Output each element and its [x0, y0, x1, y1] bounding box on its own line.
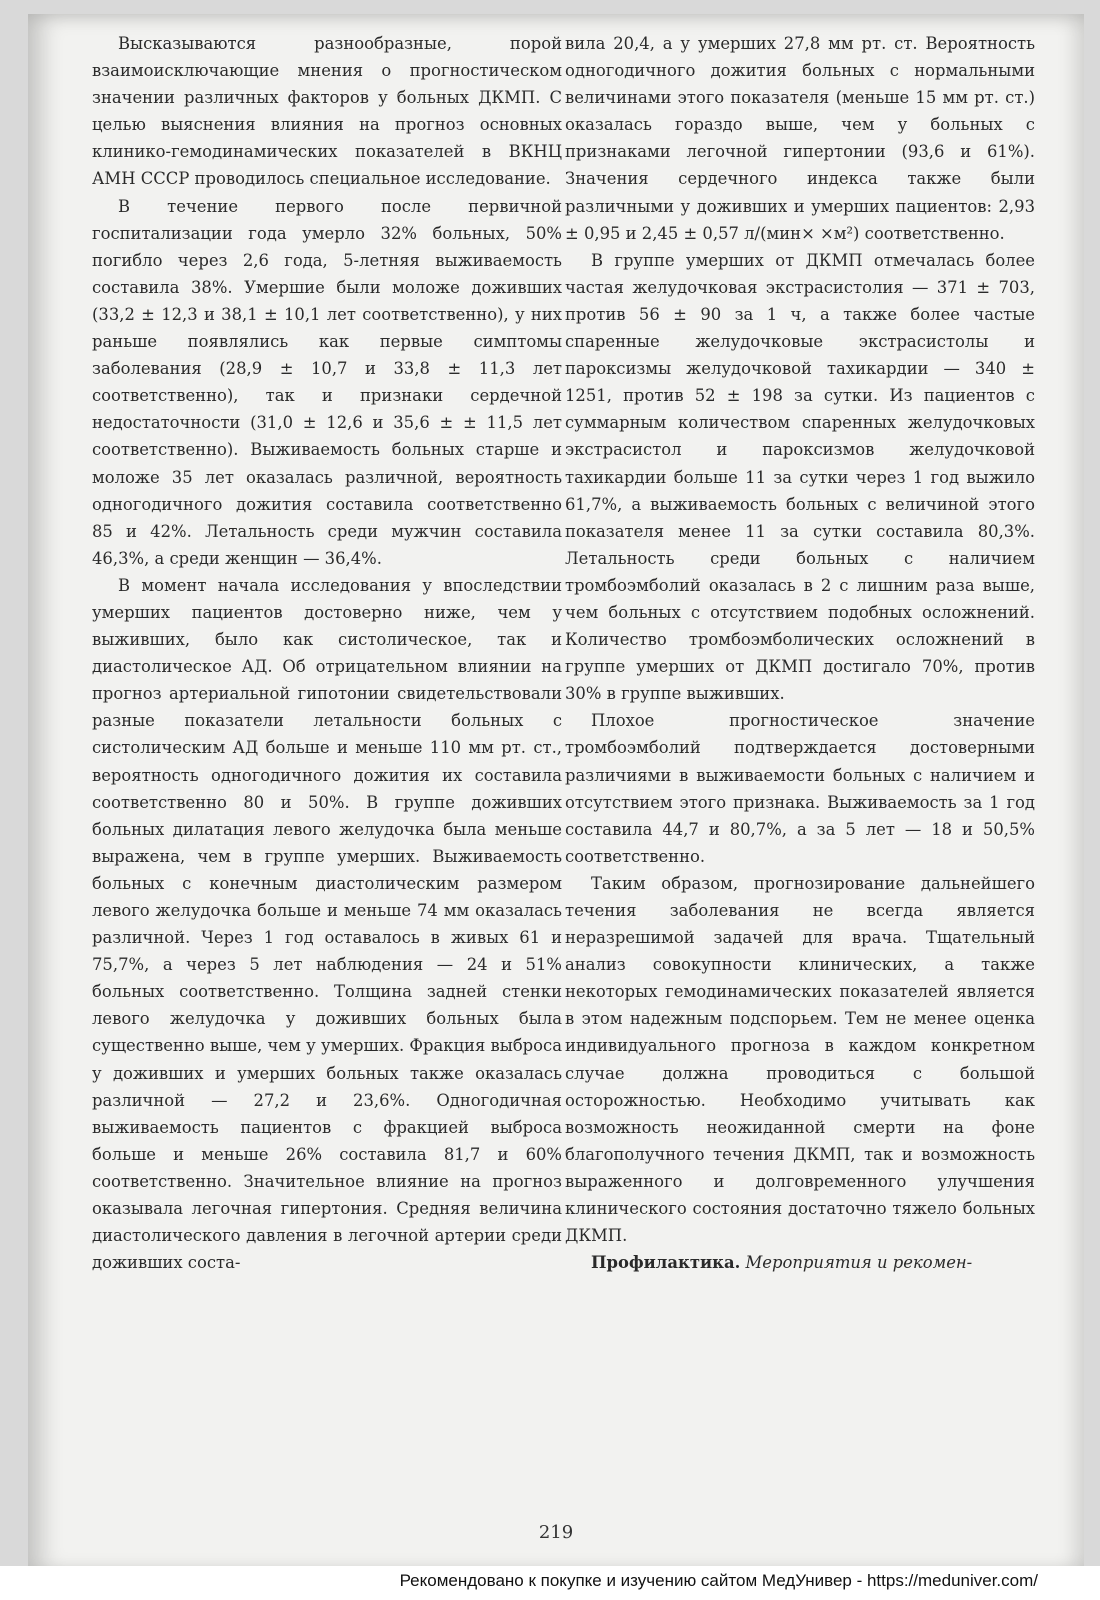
paragraph-arrhythmia: В группе умерших от ДКМП отмечалась более частая желудочковая экстрасистолия — 371 ± 703, против 56 ± 90 за 1 ч, а также более частые спаренные желудочковые экстрасистолы и пароксизмы желудочковой тахикардии — 340 ± 1251, против 52 ± 198 за сутки. Из пациентов с суммарным количеством спаренных желудочковых экстрасистол и пароксизмов желудочковой тахикардии больше 11 за сутки через 1 год выжило 61,7%, а выживаемость больных с величиной этого показателя менее 11 за сутки составила 80,3%. Летальность среди больных с наличием тромбоэмболий оказалась в 2 с лишним раза выше, чем больных с отсутствием подобных осложнений. Количество тромбоэмболических осложнений в группе умерших от ДКМП достигало 70%, против 30% в группе выживших. [565, 250, 1035, 704]
paragraph-conclusion: Таким образом, прогнозирование дальнейшего течения заболевания не всегда является неразрешимой задачей для врача. Тщательный анализ совокупности клинических, а также некоторых гемодинамических показателей является в этом надежным подспорьем. Тем не менее оценка индивидуального прогноза в каждом конкретном случае должна проводиться с большой осторожностью. Необходимо учитывать как возможность неожиданной смерти на фоне благополучного течения ДКМП, так и возможность выраженного и долговременного улучшения клинического состояния достаточно тяжело больных ДКМП. [565, 873, 1035, 1246]
footer-banner: Рекомендовано к покупке и изучению сайтом МедУнивер - https://meduniver.com/ [0, 1566, 1100, 1600]
prophylaxis-heading: Профилактика. [591, 1253, 741, 1273]
left-column [92, 30, 562, 1276]
paragraph-prophylaxis [565, 1249, 1035, 1276]
page-number: 219 [538, 1522, 574, 1543]
paragraph-prognosis-intro: Высказываются разнообразные, порой взаимоисключающие мнения о прогностическом значении различных факторов у больных ДКМП. С целью выяснения влияния на прогноз основных клинико-гемодинамических показателей в ВКНЦ АМН СССР проводилось специальное исследование. [92, 34, 562, 189]
prophylaxis-text: Мероприятия и рекомен- [740, 1253, 973, 1273]
book-page [28, 14, 1084, 1574]
paragraph-survival-stats: В течение первого после первичной госпитализации года умерло 32% больных, 50% погибло через 2,6 года, 5-летняя выживаемость составила 38%. Умершие были моложе доживших (33,2 ± 12,3 и 38,1 ± 10,1 лет соответственно), у них раньше появлялись как первые симптомы заболевания (28,9 ± 10,7 и 33,8 ± 11,3 лет соответственно), так и признаки сердечной недостаточности (31,0 ± 12,6 и 35,6 ± ± 11,5 лет соответственно). Выживаемость больных старше и моложе 35 лет оказалась различной, вероятность одногодичного дожития составила соответственно 85 и 42%. Летальность среди мужчин составила 46,3%, а среди женщин — 36,4%. [92, 196, 562, 568]
right-column [565, 30, 1035, 1276]
paragraph-thromboembolism: Плохое прогностическое значение тромбоэмболий подтверждается достоверными различиями в выживаемости больных с наличием и отсутствием этого признака. Выживаемость за 1 год составила 44,7 и 80,7%, а за 5 лет — 18 и 50,5% соответственно. [565, 711, 1035, 866]
paragraph-blood-pressure: В момент начала исследования у впоследствии умерших пациентов достоверно ниже, чем у выживших, было как систолическое, так и диастолическое АД. Об отрицательном влиянии на прогноз артериальной гипотонии свидетельствовали разные показатели летальности больных с систолическим АД больше и меньше 110 мм рт. ст., вероятность одногодичного дожития их составила соответственно 80 и 50%. В группе доживших больных дилатация левого желудочка была меньше выражена, чем в группе умерших. Выживаемость больных с конечным диастолическим размером левого желудочка больше и меньше 74 мм оказалась различной. Через 1 год оставалось в живых 61 и 75,7%, а через 5 лет наблюдения — 24 и 51% больных соответственно. Толщина задней стенки левого желудочка у доживших больных была существенно выше, чем у умерших. Фракция выброса у доживших и умерших больных также оказалась различной — 27,2 и 23,6%. Одногодичная выживаемость пациентов с фракцией выброса больше и меньше 26% составила 81,7 и 60% соответственно. Значительное влияние на прогноз оказывала легочная гипертония. Средняя величина диастолического давления в легочной артерии среди доживших соста- [92, 575, 562, 1273]
paragraph-pulmonary-pressure: вила 20,4, а у умерших 27,8 мм рт. ст. Вероятность одногодичного дожития больных с нормальными величинами этого показателя (меньше 15 мм рт. ст.) оказалась гораздо выше, чем у больных с признаками легочной гипертонии (93,6 и 61%). Значения сердечного индекса также были различными у доживших и умерших пациентов: 2,93 ± 0,95 и 2,45 ± 0,57 л/(мин× ×м²) соответственно. [565, 34, 1035, 243]
